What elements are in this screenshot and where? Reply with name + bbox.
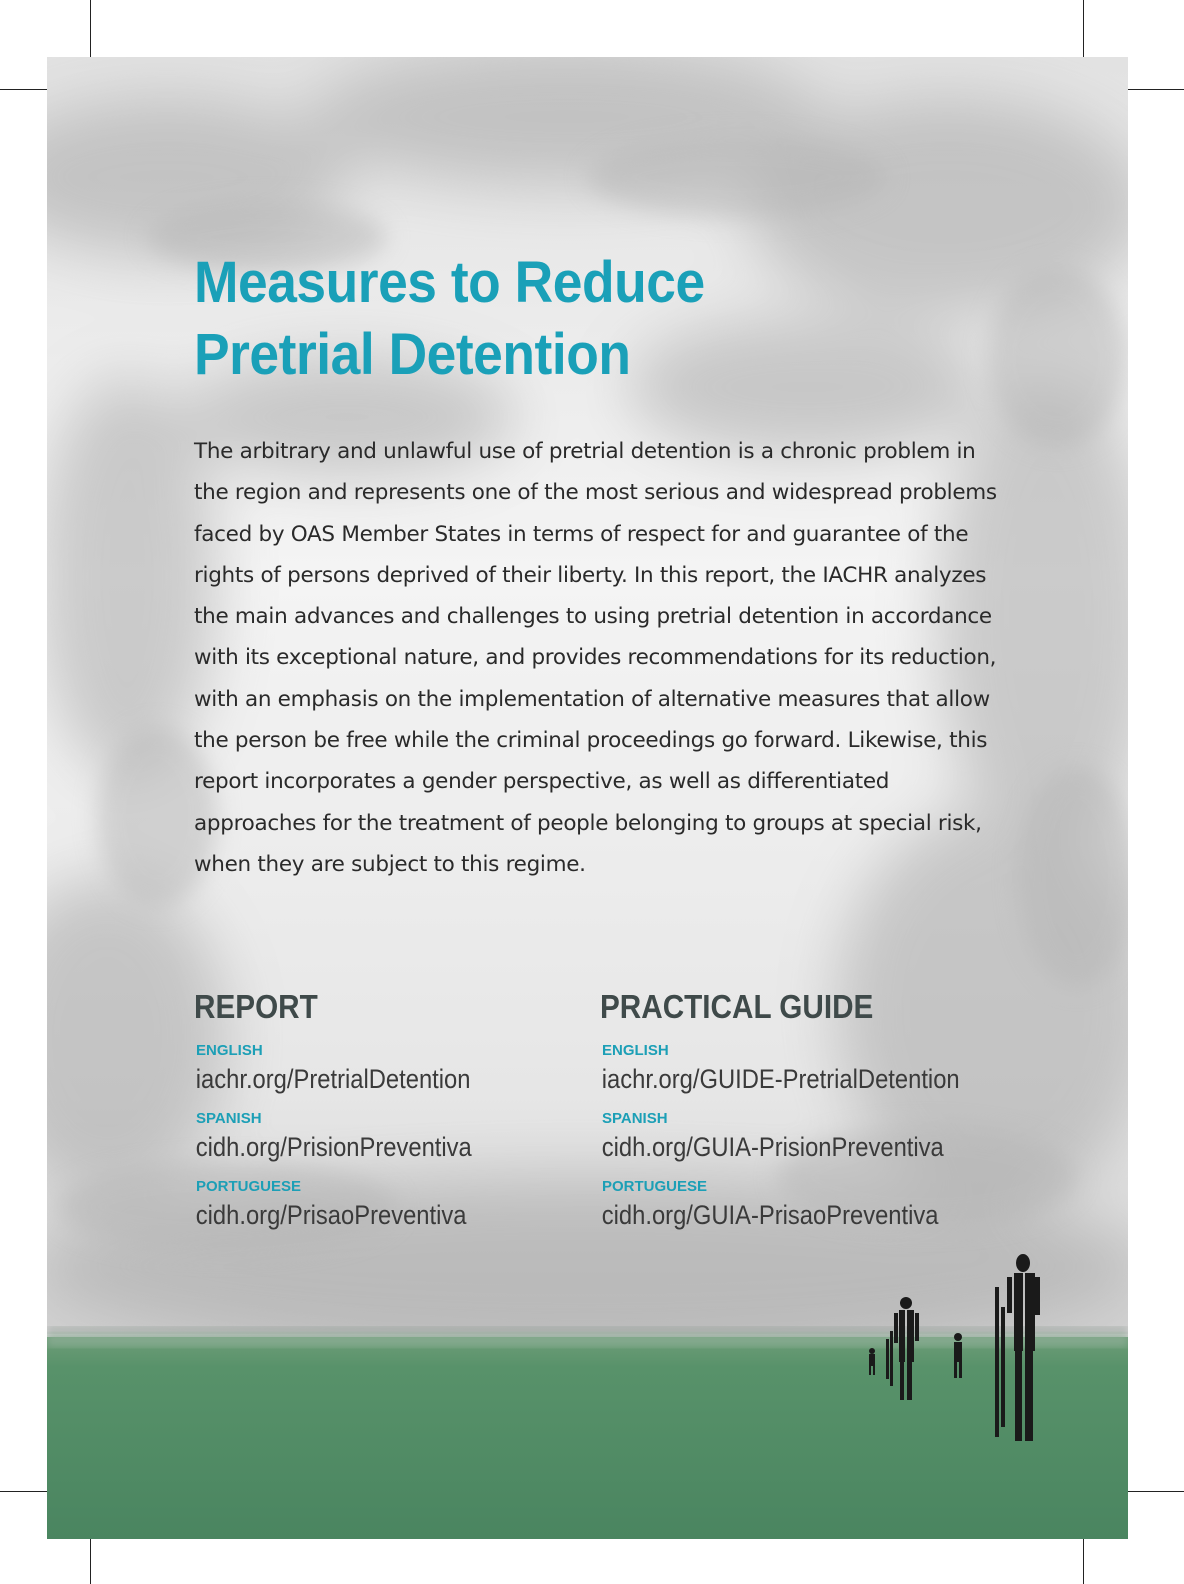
- guide-english-link[interactable]: iachr.org/GUIDE-PretrialDetention: [601, 1064, 960, 1094]
- report-spanish-label: SPANISH: [196, 1110, 262, 1127]
- guide-links-section: [600, 987, 1009, 1245]
- guide-portuguese-label: PORTUGUESE: [602, 1178, 708, 1195]
- tall-figure-silhouette: [995, 1254, 1040, 1441]
- guide-english-label: ENGLISH: [602, 1042, 669, 1059]
- report-english-label: ENGLISH: [196, 1042, 263, 1059]
- guide-spanish-label: SPANISH: [602, 1110, 668, 1127]
- report-portuguese-label: PORTUGUESE: [196, 1178, 302, 1195]
- title-line-2: Pretrial Detention: [194, 322, 631, 387]
- mid-figure-silhouette: [954, 1333, 962, 1378]
- summary-paragraph: The arbitrary and unlawful use of pretrial detention is a chronic problem in the region and represents one of the most serious and widespread problems faced by OAS Member States in terms of respect for and guarantee of the rights of persons deprived of their liberty. In this report, the IACHR analyzes the main advances and challenges to using pretrial detention in accordance with its exceptional nature, and provides recommendations for its reduction, with an emphasis on the implementation of alternative measures that allow the person be free while the criminal proceedings go forward. Likewise, this report incorporates a gender perspective, as well as differentiated approaches for the treatment of people belonging to groups at special risk, when they are subject to this regime.: [194, 439, 997, 877]
- guide-portuguese-link[interactable]: cidh.org/GUIA-PrisaoPreventiva: [601, 1200, 939, 1230]
- back-cover-page: [47, 57, 1128, 1539]
- split-figure-silhouette: [886, 1297, 919, 1400]
- silhouette-figures-illustration: [847, 1247, 1047, 1447]
- page-title: [194, 247, 705, 391]
- title-line-1: Measures to Reduce: [194, 250, 705, 315]
- guide-spanish-link[interactable]: cidh.org/GUIA-PrisionPreventiva: [601, 1132, 944, 1162]
- report-heading: REPORT: [194, 988, 318, 1025]
- report-links-section: [194, 987, 510, 1245]
- report-spanish-link[interactable]: cidh.org/PrisionPreventiva: [195, 1132, 472, 1162]
- report-portuguese-link[interactable]: cidh.org/PrisaoPreventiva: [195, 1200, 467, 1230]
- small-figure-silhouette: [869, 1348, 875, 1375]
- report-english-link[interactable]: iachr.org/PretrialDetention: [195, 1064, 471, 1094]
- guide-heading: PRACTICAL GUIDE: [600, 988, 874, 1025]
